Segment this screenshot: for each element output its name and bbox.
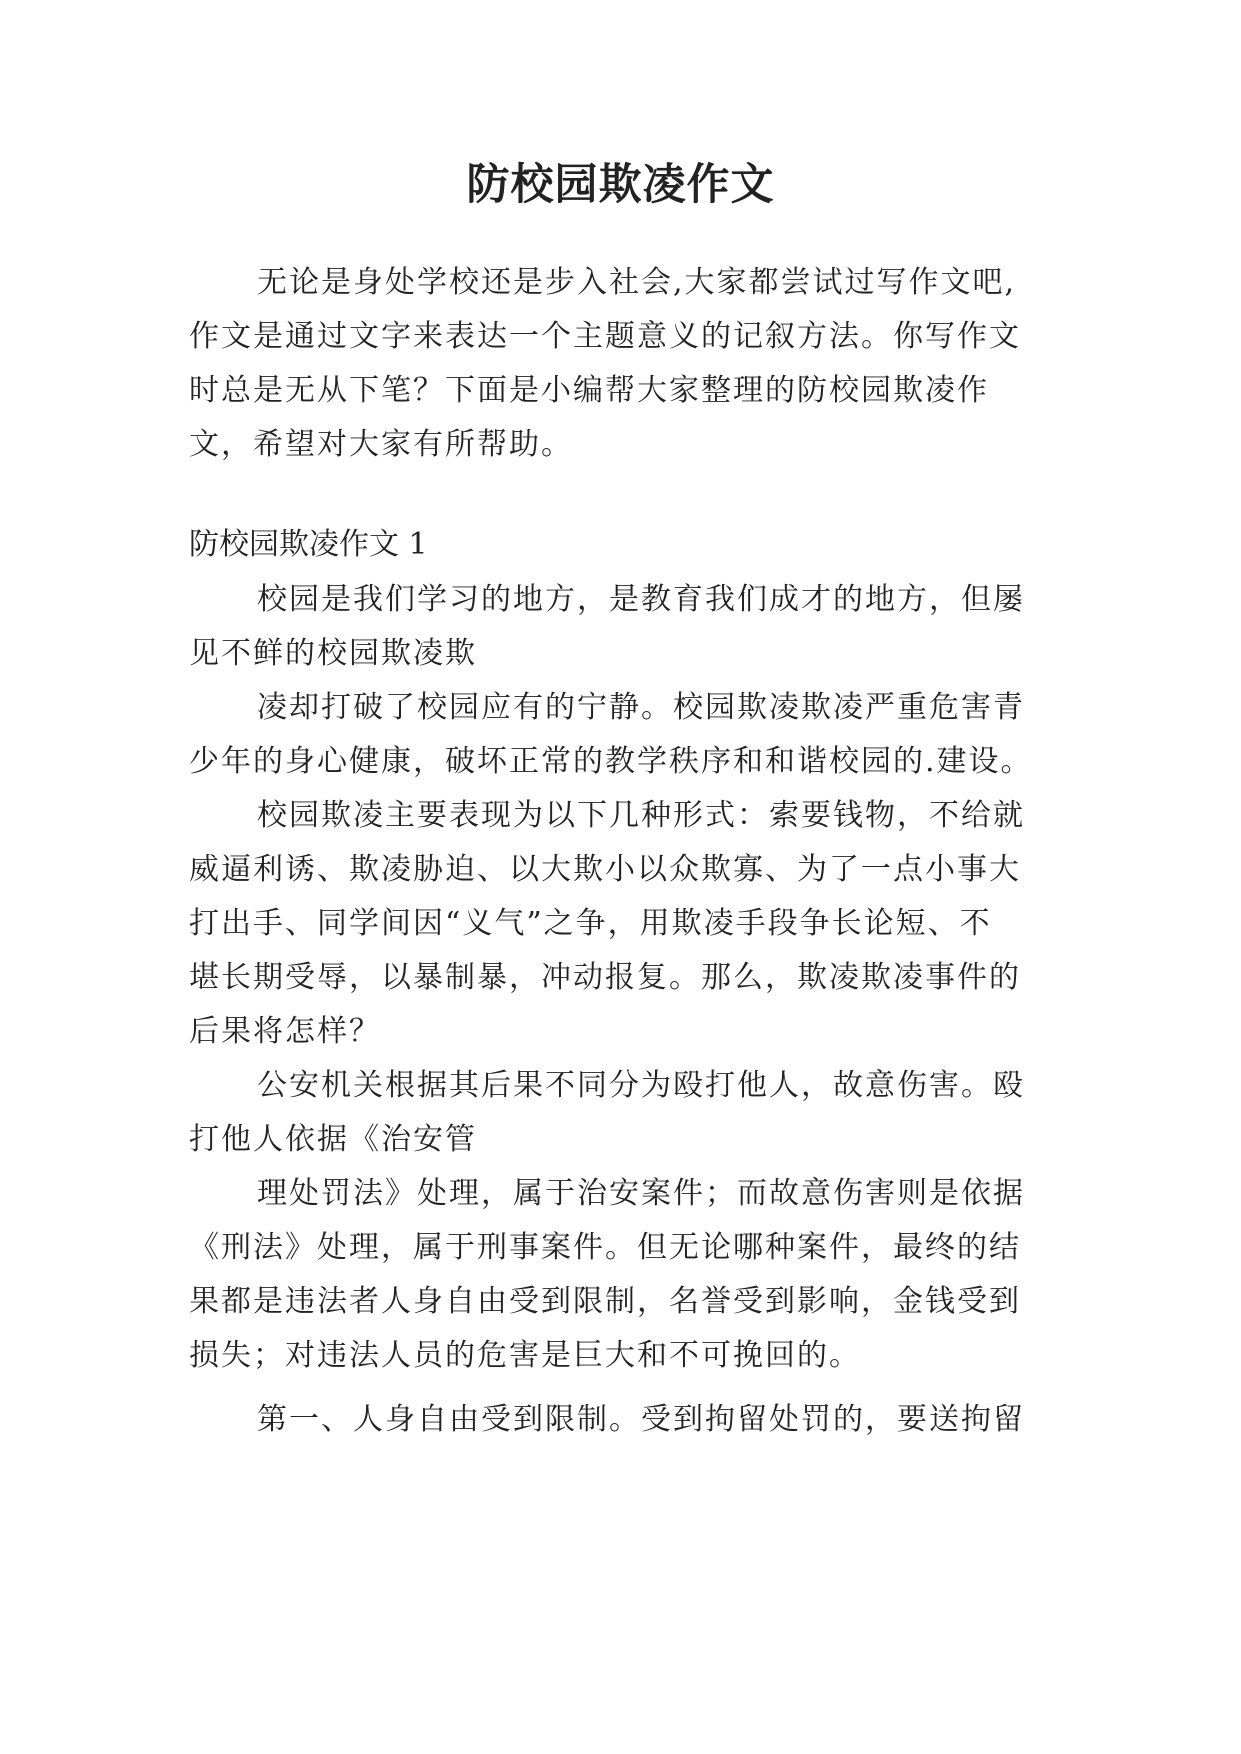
body-paragraph-line: 打出手、同学间因“义气”之争，用欺凌手段争长论短、不	[189, 906, 992, 941]
intro-paragraph-line: 时总是无从下笔？下面是小编帮大家整理的防校园欺凌作	[189, 373, 989, 408]
body-paragraph-line: 少年的身心健康，破坏正常的教学秩序和和谐校园的.建设。	[189, 744, 1033, 779]
body-paragraph-line: 公安机关根据其后果不同分为殴打他人，故意伤害。殴	[257, 1068, 1025, 1103]
intro-paragraph-line: 作文是通过文字来表达一个主题意义的记叙方法。你写作文	[189, 319, 1021, 354]
body-paragraph-line: 后果将怎样？	[189, 1014, 381, 1049]
body-paragraph-line: 《刑法》处理，属于刑事案件。但无论哪种案件，最终的结	[189, 1230, 1021, 1265]
body-paragraph-line: 校园是我们学习的地方，是教育我们成才的地方，但屡	[257, 582, 1025, 617]
body-paragraph-line: 第一、人身自由受到限制。受到拘留处罚的，要送拘留	[257, 1402, 1025, 1437]
body-paragraph-line: 威逼利诱、欺凌胁迫、以大欺小以众欺寡、为了一点小事大	[189, 852, 1021, 887]
body-paragraph-line: 见不鲜的校园欺凌欺	[189, 636, 477, 671]
body-paragraph-line: 损失；对违法人员的危害是巨大和不可挽回的。	[189, 1338, 861, 1373]
body-paragraph-line: 凌却打破了校园应有的宁静。校园欺凌欺凌严重危害青	[257, 690, 1025, 725]
intro-paragraph-line: 无论是身处学校还是步入社会,大家都尝试过写作文吧,	[257, 265, 1017, 300]
body-paragraph-line: 理处罚法》处理，属于治安案件；而故意伤害则是依据	[257, 1176, 1025, 1211]
document-title: 防校园欺凌作文	[466, 160, 775, 210]
section-heading: 防校园欺凌作文 1	[189, 527, 428, 562]
body-paragraph-line: 堪长期受辱，以暴制暴，冲动报复。那么，欺凌欺凌事件的	[189, 960, 1021, 995]
intro-paragraph-line: 文，希望对大家有所帮助。	[189, 427, 573, 462]
body-paragraph-line: 校园欺凌主要表现为以下几种形式：索要钱物，不给就	[257, 798, 1025, 833]
body-paragraph-line: 果都是违法者人身自由受到限制，名誉受到影响，金钱受到	[189, 1284, 1021, 1319]
body-paragraph-line: 打他人依据《治安管	[189, 1122, 477, 1157]
